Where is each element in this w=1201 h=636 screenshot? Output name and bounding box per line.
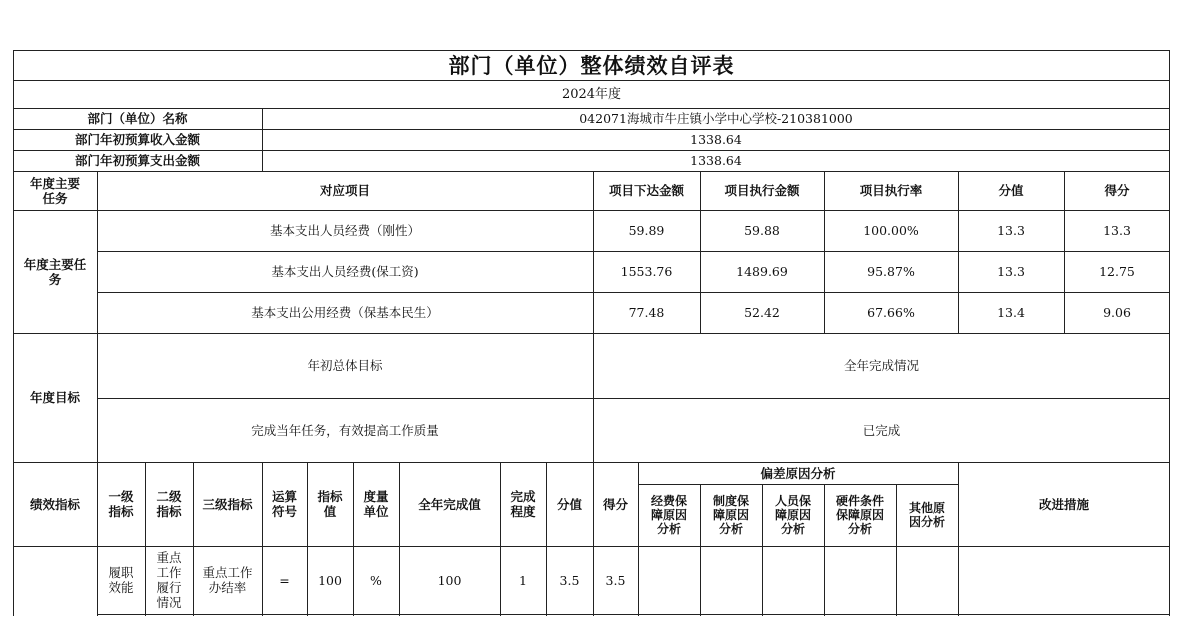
- task-item: 基本支出公用经费（保基本民生）: [251, 305, 439, 320]
- ind-points: 3.5: [559, 572, 580, 588]
- tasks-head-label: 年度主要 任务: [29, 175, 80, 206]
- form-year: 2024年度: [561, 86, 622, 102]
- task-value: 13.3: [997, 264, 1025, 279]
- col-dev-other-header: 其他原 因分析: [908, 501, 945, 529]
- budget-income-value: 1338.64: [690, 132, 742, 147]
- col-rate-header: 项目执行率: [859, 183, 923, 198]
- col-score-value-header: 分值: [998, 183, 1024, 198]
- form-title: 部门（单位）整体绩效自评表: [448, 52, 735, 78]
- task-rate: 100.00%: [863, 223, 919, 238]
- budget-income-label: 部门年初预算收入金额: [74, 132, 200, 147]
- col-dev-staff-header: 人员保 障原因 分析: [774, 494, 811, 536]
- task-value: 13.3: [997, 223, 1025, 238]
- goals-target-value: 完成当年任务，有效提高工作质量: [251, 422, 439, 438]
- task-score: 13.3: [1103, 223, 1131, 238]
- task-value: 13.4: [997, 305, 1025, 320]
- task-exec: 52.42: [744, 305, 780, 320]
- col-level2-header: 二级 指标: [156, 489, 182, 519]
- task-exec: 1489.69: [736, 264, 788, 279]
- col-amount-header: 项目下达金额: [608, 183, 684, 198]
- budget-expense-label: 部门年初预算支出金额: [74, 153, 200, 168]
- indicators-label: 绩效指标: [29, 496, 80, 512]
- col-level3-header: 三级指标: [202, 496, 253, 512]
- unit-name-label: 部门（单位）名称: [87, 111, 188, 126]
- col-dev-funding-header: 经费保 障原因 分析: [650, 494, 687, 536]
- col-deviation-header: 偏差原因分析: [760, 465, 836, 481]
- col-degree-header: 完成 程度: [510, 489, 536, 519]
- task-score: 12.75: [1099, 264, 1135, 279]
- task-amount: 1553.76: [620, 264, 673, 279]
- tasks-side-label: 年度主要任 务: [23, 256, 87, 287]
- col-actual-header: 全年完成值: [418, 496, 481, 512]
- task-amount: 77.48: [628, 305, 665, 320]
- task-rate: 95.87%: [867, 264, 915, 279]
- ind-index-value: 100: [318, 572, 342, 588]
- col-item-header: 对应项目: [319, 183, 370, 198]
- task-exec: 59.88: [744, 223, 780, 238]
- task-rate: 67.66%: [867, 305, 915, 320]
- col-level1-header: 一级 指标: [108, 489, 134, 519]
- col-unit-header: 度量 单位: [363, 489, 389, 519]
- ind-level3: 重点工作 办结率: [202, 565, 253, 595]
- goals-status-header: 全年完成情况: [843, 358, 919, 373]
- task-amount: 59.89: [628, 223, 665, 238]
- ind-degree: 1: [519, 572, 527, 588]
- ind-unit: %: [370, 572, 382, 588]
- col-score-header: 得分: [1104, 183, 1130, 198]
- ind-actual: 100: [437, 572, 462, 588]
- ind-operator: =: [279, 572, 290, 588]
- col-dev-hardware-header: 硬件条件 保障原因 分析: [835, 494, 884, 536]
- goals-status-value: 已完成: [862, 422, 901, 438]
- goals-target-header: 年初总体目标: [307, 358, 383, 373]
- col-operator-header: 运算 符号: [271, 489, 297, 519]
- budget-expense-value: 1338.64: [690, 153, 742, 168]
- goals-label: 年度目标: [29, 390, 80, 405]
- task-item: 基本支出人员经费（刚性）: [269, 223, 420, 238]
- col-points-header: 分值: [556, 496, 582, 512]
- task-score: 9.06: [1103, 305, 1131, 320]
- col-exec-header: 项目执行金额: [724, 183, 800, 198]
- ind-level2: 重点 工作 履行 情况: [156, 550, 182, 610]
- col-improve-header: 改进措施: [1038, 496, 1089, 512]
- ind-score: 3.5: [605, 572, 626, 588]
- task-item: 基本支出人员经费(保工资): [271, 264, 419, 279]
- col-index-value-header: 指标 值: [317, 489, 343, 519]
- col-ind-score-header: 得分: [602, 496, 628, 512]
- col-dev-system-header: 制度保 障原因 分析: [712, 494, 749, 536]
- ind-level1: 履职 效能: [108, 565, 134, 595]
- unit-name-value: 042071海城市牛庄镇小学中心学校-210381000: [579, 111, 853, 126]
